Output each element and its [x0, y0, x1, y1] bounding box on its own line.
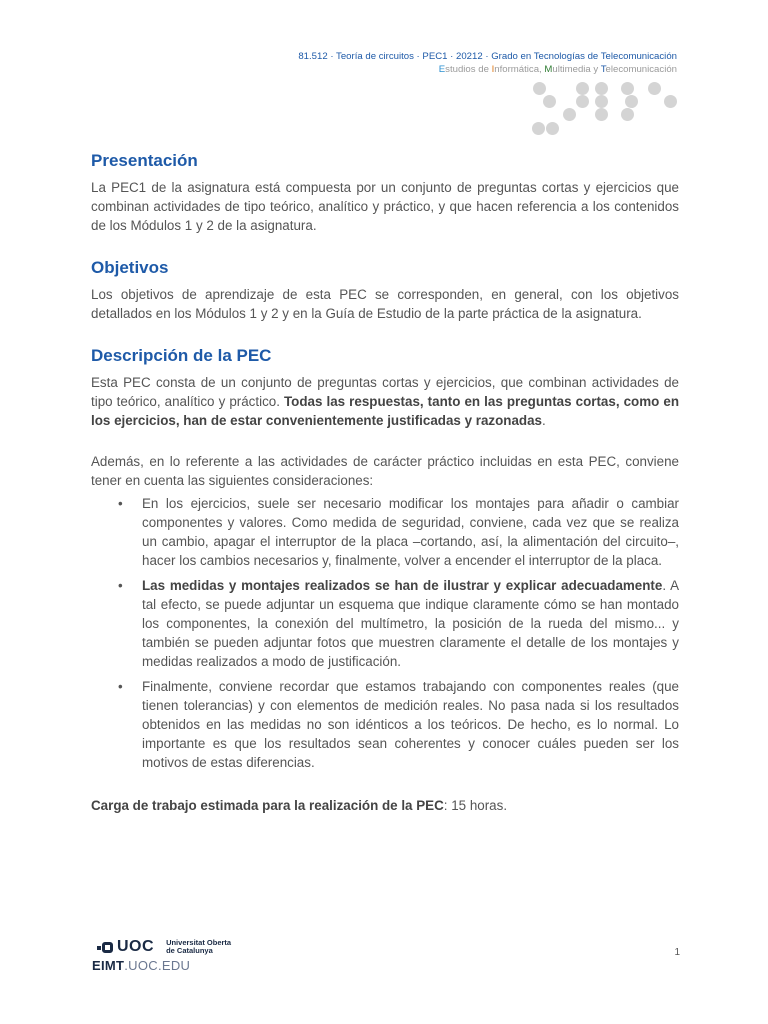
presentacion-text: La PEC1 de la asignatura está compuesta por un conjunto de preguntas cortas y ejercicios que combinan actividades de tipo teórico, analítico y práctico, y que hacen referencia a los contenidos de los Módulos 1 y 2 de la asignatura. [91, 180, 679, 233]
course-line: 81.512 · Teoría de circuitos · PEC1 · 20212 · Grado en Tecnologías de Telecomunicación [298, 51, 677, 62]
section-descripcion [91, 345, 679, 815]
page-number: 1 [674, 947, 680, 958]
studies-line: Estudios de Informática, Multimedia y Telecomunicación [438, 64, 677, 75]
dot [543, 95, 556, 108]
dot [621, 108, 634, 121]
dot [546, 122, 559, 135]
dot [595, 95, 608, 108]
university-name: Universitat Oberta de Catalunya [166, 938, 232, 955]
considerations-list [91, 494, 679, 772]
dot [625, 95, 638, 108]
section-presentacion [91, 150, 679, 235]
dot [648, 82, 661, 95]
objetivos-text: Los objetivos de aprendizaje de esta PEC se corresponden, en general, con los objetivos detallados en los Módulos 1 y 2 y en la Guía de Estudio de la parte práctica de la asignatura. [91, 287, 679, 321]
carga-trabajo: Carga de trabajo estimada para la realización de la PEC: 15 horas. [91, 798, 508, 813]
section-title-objetivos: Objetivos [91, 258, 169, 277]
list-item: • Finalmente, conviene recordar que estamos trabajando con componentes reales (que tienen tolerancias) y con elementos de medición reales. No pasa nada si los resultados obtenidos en las medidas no son idénticos a los teóricos. De hecho, es lo normal. Lo importante es que los resultados sean coherentes y conocer cuáles pueden ser los motivos de estas diferencias. [118, 679, 679, 770]
list-item: • Las medidas y montajes realizados se han de ilustrar y explicar adecuadamente. A tal efecto, se puede adjuntar un esquema que indique claramente cómo se han montado los componentes, la conexión del multímetro, la posición de la rueda del mismo... y también se pueden adjuntar fotos que muestren claramente el detalle de los montajes y medidas realizados a modo de justificación. [118, 578, 680, 669]
descripcion-ademas: Además, en lo referente a las actividades de carácter práctico incluidas en esta PEC, conviene tener en cuenta las siguientes consideraciones: [91, 454, 679, 488]
list-item: • En los ejercicios, suele ser necesario modificar los montajes para añadir o cambiar componentes y valores. Como medida de seguridad, conviene, cada vez que se realiza un cambio, apagar el interruptor de la placa –cortando, así, la alimentación del circuito–, hacer los cambios necesarios y, finalmente, volver a encender el interruptor de la placa. [118, 496, 679, 568]
uoc-logo: UOC Universitat Oberta de Catalunya EIMT.UOC.EDU [92, 938, 232, 973]
main-content [91, 150, 679, 815]
dot [576, 95, 589, 108]
uoc-mark-icon [102, 942, 113, 953]
dot [621, 82, 634, 95]
section-title-presentacion: Presentación [91, 151, 198, 170]
eimt-web: EIMT.UOC.EDU [92, 958, 191, 973]
dot [664, 95, 677, 108]
dot [595, 82, 608, 95]
section-objetivos [91, 257, 679, 323]
dot [563, 108, 576, 121]
descripcion-intro: Esta PEC consta de un conjunto de preguntas cortas y ejercicios, que combinan actividades de tipo teórico, analítico y práctico. Todas las respuestas, tanto en las preguntas cortas, como en los ejercicios, han de estar convenientemente justificadas y razonadas. [91, 375, 680, 428]
section-title-descripcion: Descripción de la PEC [91, 346, 272, 365]
dot [595, 108, 608, 121]
dot [576, 82, 589, 95]
decorative-dots [526, 78, 682, 138]
dot [532, 122, 545, 135]
dot [533, 82, 546, 95]
page-header [298, 50, 677, 76]
